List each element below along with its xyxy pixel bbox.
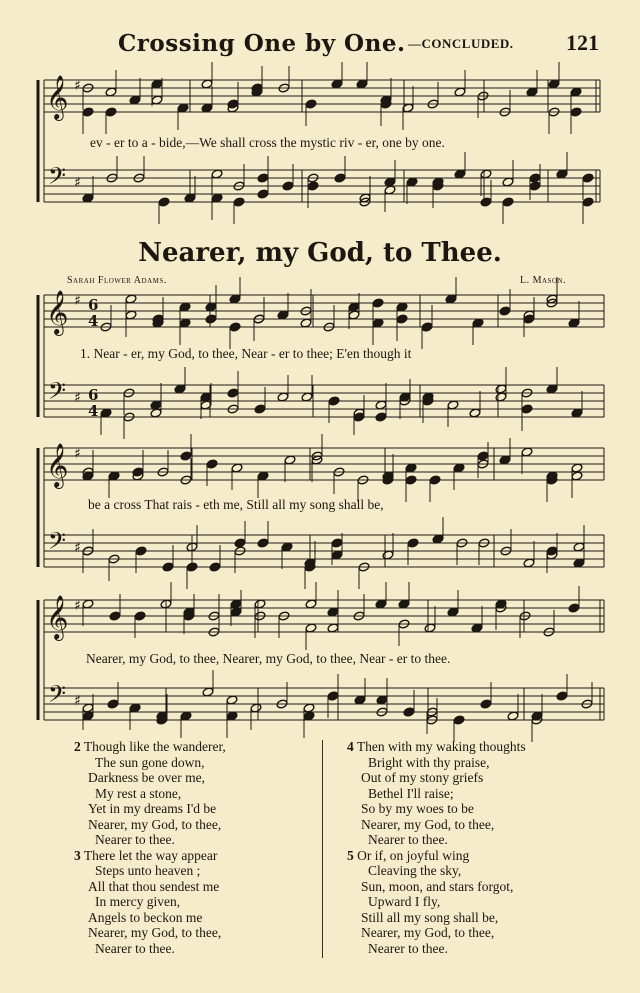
note-head — [573, 558, 585, 568]
note-head — [372, 298, 384, 308]
note-head — [571, 408, 583, 418]
note-head — [230, 607, 242, 617]
note-head — [100, 408, 112, 418]
note-head — [205, 302, 217, 312]
note-head — [348, 302, 360, 312]
verse-line: Darkness be over me, — [88, 770, 205, 785]
note-head — [300, 318, 312, 328]
sharp-icon: ♯ — [74, 390, 81, 406]
note-head — [424, 623, 436, 633]
note-head — [526, 87, 538, 97]
verse-line: Upward I fly, — [368, 894, 441, 909]
note-head — [507, 711, 519, 721]
column-divider — [322, 740, 323, 958]
note-head — [480, 169, 492, 179]
note-head — [257, 471, 269, 481]
note-head — [257, 173, 269, 183]
sharp-icon: ♯ — [74, 598, 81, 614]
note-head — [331, 538, 343, 548]
time-signature-top: 6 — [88, 296, 99, 314]
note-head — [353, 412, 365, 422]
verse-4 — [347, 739, 526, 848]
verse-line — [347, 739, 526, 755]
note-head — [231, 463, 243, 473]
verse-line: Bethel I'll raise; — [368, 785, 454, 801]
note-head — [568, 603, 580, 613]
hymn-title: Nearer, my God, to Thee. — [138, 238, 502, 268]
note-head — [472, 318, 484, 328]
note-head — [499, 306, 511, 316]
note-head — [179, 302, 191, 312]
note-head — [234, 538, 246, 548]
verse-2 — [74, 739, 226, 848]
note-head — [303, 703, 315, 713]
verse-line: Cleaving the sky, — [368, 863, 462, 878]
hymn-author: Sarah Flower Adams. — [67, 275, 167, 286]
note-head — [546, 546, 558, 556]
note-head — [230, 599, 242, 609]
verse-line: Bright with thy praise, — [368, 754, 490, 770]
note-head — [206, 459, 218, 469]
note-head — [331, 550, 343, 560]
note-head — [107, 699, 119, 709]
note-head — [447, 400, 459, 410]
continuation-lyric-line: ev - er to a - bide,—We shall cross the mystic riv - er, one by one. — [90, 135, 445, 150]
continued-hymn-title: Crossing One by One. — [118, 30, 406, 57]
note-head — [201, 103, 213, 113]
note-head — [82, 193, 94, 203]
note-head — [376, 695, 388, 705]
note-head — [82, 703, 94, 713]
verses-left-column — [74, 739, 226, 956]
note-head — [432, 534, 444, 544]
verse-line: Out of my stony griefs — [361, 770, 484, 785]
note-head — [477, 451, 489, 461]
note-head — [571, 471, 583, 481]
note-head — [233, 197, 245, 207]
note-head — [331, 79, 343, 89]
verse-line — [74, 739, 226, 755]
note-head — [548, 79, 560, 89]
note-head — [529, 173, 541, 183]
note-head — [453, 715, 465, 725]
lyric-line-2: be a cross That rais - eth me, Still all my song shall be, — [88, 497, 384, 512]
note-head — [372, 318, 384, 328]
note-head — [327, 623, 339, 633]
note-head — [356, 79, 368, 89]
verse-line: Angels to beckon me — [88, 909, 203, 925]
note-head — [502, 197, 514, 207]
note-head — [382, 550, 394, 560]
verse-line: Nearer to thee. — [95, 832, 175, 847]
note-head — [82, 599, 94, 609]
note-head — [454, 169, 466, 179]
note-head — [521, 404, 533, 414]
verse-text: Or if, on joyful wing — [357, 847, 470, 863]
note-head — [546, 384, 558, 394]
note-head — [162, 562, 174, 572]
note-head — [201, 79, 213, 89]
note-head — [229, 322, 241, 332]
note-head — [570, 107, 582, 117]
note-head — [495, 384, 507, 394]
note-head — [556, 691, 568, 701]
sharp-icon: ♯ — [74, 175, 81, 191]
verses-right-column — [347, 739, 526, 956]
verse-line: Nearer, my God, to thee, — [361, 816, 495, 832]
note-head — [180, 711, 192, 721]
sharp-icon: ♯ — [74, 293, 81, 309]
verse-number: 5 — [347, 847, 354, 863]
note-head — [471, 623, 483, 633]
note-head — [82, 711, 94, 721]
concluded-label: —CONCLUDED. — [408, 36, 514, 51]
verse-line: Nearer to thee. — [368, 832, 448, 847]
note-head — [571, 463, 583, 473]
note-head — [328, 396, 340, 406]
note-head — [282, 181, 294, 191]
note-head — [82, 107, 94, 117]
note-head — [521, 447, 533, 457]
verse-line: The sun gone down, — [95, 754, 205, 770]
note-head — [109, 611, 121, 621]
verse-line — [347, 848, 526, 864]
verse-line: Nearer to thee. — [95, 940, 175, 956]
verse-line: Nearer, my God, to thee, — [88, 816, 222, 832]
note-head — [327, 691, 339, 701]
verse-3 — [74, 848, 226, 957]
note-head — [301, 392, 313, 402]
note-head — [406, 177, 418, 187]
note-head — [158, 197, 170, 207]
note-head — [209, 562, 221, 572]
note-head — [229, 294, 241, 304]
note-head — [150, 408, 162, 418]
note-head — [405, 463, 417, 473]
note-head — [480, 197, 492, 207]
note-head — [284, 455, 296, 465]
note-head — [125, 310, 137, 320]
verse-text: Though like the wanderer, — [83, 739, 226, 754]
note-head — [307, 181, 319, 191]
note-head — [375, 599, 387, 609]
note-head — [254, 599, 266, 609]
lyric-line-3: Nearer, my God, to thee, Nearer, my God, to thee, Near - er to thee. — [86, 651, 451, 666]
note-head — [396, 302, 408, 312]
note-head — [499, 455, 511, 465]
verse-line: In mercy given, — [95, 894, 181, 909]
note-head — [202, 687, 214, 697]
note-head — [454, 87, 466, 97]
note-head — [568, 318, 580, 328]
note-head — [453, 463, 465, 473]
note-head — [384, 177, 396, 187]
note-head — [174, 384, 186, 394]
note-head — [384, 185, 396, 195]
note-head — [179, 318, 191, 328]
verse-line: Sun, moon, and stars forgot, — [361, 878, 514, 894]
note-head — [150, 400, 162, 410]
time-signature-bottom: 4 — [88, 312, 99, 330]
note-head — [227, 388, 239, 398]
note-head — [502, 177, 514, 187]
note-head — [125, 294, 137, 304]
note-head — [82, 471, 94, 481]
treble-clef-icon: 𝄞 — [46, 75, 69, 119]
hymn-composer: L. Mason. — [520, 275, 567, 286]
note-head — [523, 314, 535, 324]
note-head — [396, 314, 408, 324]
verse-line: Still all my song shall be, — [361, 909, 499, 925]
note-head — [132, 467, 144, 477]
sharp-icon: ♯ — [74, 693, 81, 709]
verse-5 — [347, 848, 526, 957]
verse-line: Nearer, my God, to thee, — [361, 925, 495, 940]
note-head — [399, 392, 411, 402]
note-head — [445, 294, 457, 304]
verse-line — [74, 848, 226, 864]
note-head — [570, 87, 582, 97]
lyric-line-1: 1. Near - er, my God, to thee, Near - er to thee; E'en though it — [80, 346, 412, 361]
note-head — [429, 475, 441, 485]
note-head — [405, 475, 417, 485]
note-head — [305, 99, 317, 109]
note-head — [469, 408, 481, 418]
note-head — [281, 542, 293, 552]
note-head — [303, 711, 315, 721]
verse-text: Then with my waking thoughts — [356, 739, 526, 754]
note-head — [151, 95, 163, 105]
verse-line: Yet in my dreams I'd be — [88, 801, 217, 816]
page-number: 121 — [566, 30, 599, 55]
verse-text: There let the way appear — [83, 847, 218, 863]
time-signature-top: 6 — [88, 386, 99, 404]
note-head — [151, 79, 163, 89]
note-head — [257, 538, 269, 548]
verse-line: Steps unto heaven ; — [95, 863, 201, 878]
note-head — [257, 189, 269, 199]
verse-line: All that thou sendest me — [88, 878, 220, 894]
note-head — [354, 695, 366, 705]
note-head — [523, 558, 535, 568]
note-head — [375, 412, 387, 422]
note-head — [556, 169, 568, 179]
sharp-icon: ♯ — [74, 78, 81, 94]
verse-number: 3 — [74, 847, 81, 863]
note-head — [250, 703, 262, 713]
note-head — [205, 314, 217, 324]
verse-line: Nearer to thee. — [368, 940, 448, 956]
note-head — [129, 95, 141, 105]
time-signature-bottom: 4 — [88, 402, 99, 420]
note-head — [327, 607, 339, 617]
note-head — [277, 310, 289, 320]
bass-clef-icon: 𝄢 — [48, 377, 67, 410]
note-head — [277, 392, 289, 402]
note-head — [447, 607, 459, 617]
note-head — [529, 181, 541, 191]
note-head — [105, 107, 117, 117]
note-head — [135, 546, 147, 556]
note-head — [348, 310, 360, 320]
note-head — [108, 471, 120, 481]
note-head — [582, 197, 594, 207]
verse-line: So by my woes to be — [361, 801, 474, 816]
verse-line: My rest a stone, — [95, 785, 182, 801]
treble-clef-icon: 𝄞 — [46, 595, 69, 639]
note-head — [105, 87, 117, 97]
note-head — [177, 103, 189, 113]
bass-clef-icon: 𝄢 — [48, 527, 67, 560]
note-head — [582, 173, 594, 183]
note-head — [573, 542, 585, 552]
sharp-icon: ♯ — [74, 446, 81, 462]
sharp-icon: ♯ — [74, 540, 81, 556]
bass-clef-icon: 𝄢 — [48, 162, 67, 195]
note-head — [421, 322, 433, 332]
note-head — [495, 392, 507, 402]
note-head — [480, 699, 492, 709]
note-head — [180, 451, 192, 461]
note-head — [226, 695, 238, 705]
note-head — [226, 711, 238, 721]
note-head — [334, 173, 346, 183]
note-head — [403, 707, 415, 717]
treble-clef-icon: 𝄞 — [46, 290, 69, 334]
note-head — [375, 400, 387, 410]
note-head — [254, 404, 266, 414]
verse-line: Nearer, my God, to thee, — [88, 925, 222, 940]
note-head — [211, 193, 223, 203]
verse-number: 4 — [347, 739, 354, 754]
verse-number: 2 — [74, 739, 81, 754]
note-head — [211, 169, 223, 179]
note-head — [407, 538, 419, 548]
note-head — [305, 623, 317, 633]
note-head — [398, 599, 410, 609]
note-head — [305, 599, 317, 609]
treble-clef-icon: 𝄞 — [46, 443, 69, 487]
note-head — [134, 611, 146, 621]
bass-clef-icon: 𝄢 — [48, 680, 67, 713]
